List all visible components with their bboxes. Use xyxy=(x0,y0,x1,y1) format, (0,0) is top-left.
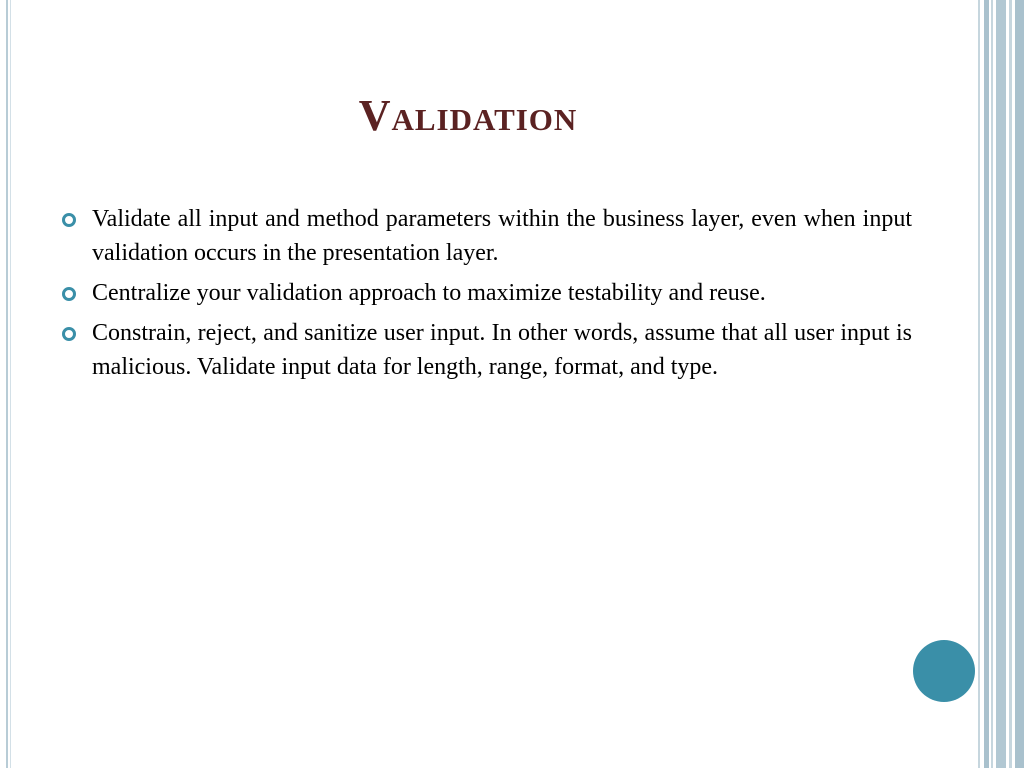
right-decorative-stripe xyxy=(978,0,980,768)
right-decorative-stripe xyxy=(991,0,993,768)
right-decorative-stripe xyxy=(1015,0,1024,768)
bullet-text: Validate all input and method parameters within the business layer, even when input validation occurs in the presentation layer. xyxy=(92,206,912,266)
bullet-item xyxy=(60,276,912,310)
right-decorative-stripe xyxy=(984,0,989,768)
bullet-item xyxy=(60,316,912,384)
bullet-item xyxy=(60,202,912,270)
bullet-circle-icon xyxy=(62,327,76,341)
bullet-text: Constrain, reject, and sanitize user input. In other words, assume that all user input is malicious. Validate input data for length, range, format, and type. xyxy=(92,320,912,380)
bullet-circle-icon xyxy=(62,213,76,227)
right-decorative-stripe xyxy=(996,0,1006,768)
decorative-circle-icon xyxy=(913,640,975,702)
right-decorative-stripe xyxy=(1009,0,1012,768)
bullet-text: Centralize your validation approach to maximize testability and reuse. xyxy=(92,280,766,306)
bullet-list xyxy=(60,202,912,390)
bullet-circle-icon xyxy=(62,287,76,301)
slide-title: Validation xyxy=(358,91,578,140)
